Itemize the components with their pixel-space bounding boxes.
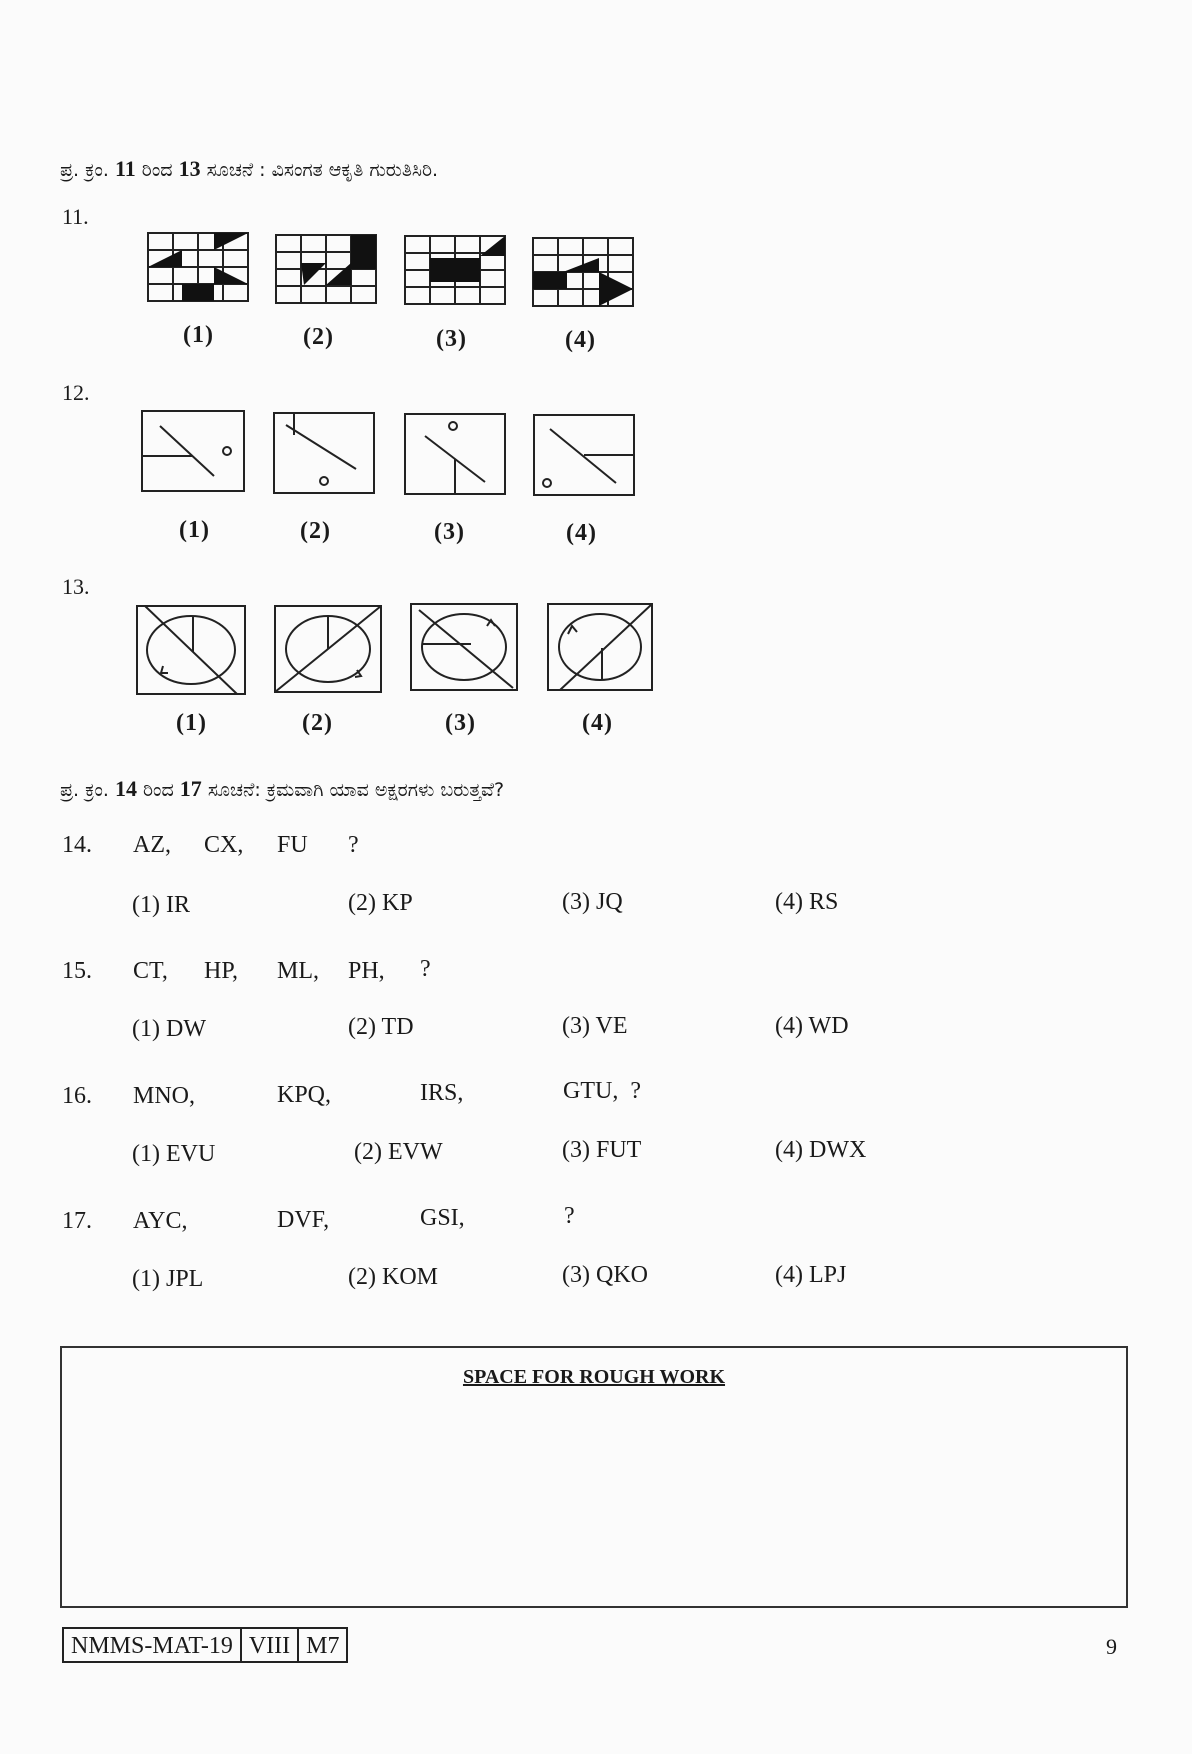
- paper-code: NMMS-MAT-19: [64, 1629, 242, 1661]
- option-label: (4): [565, 327, 596, 353]
- option-label: (2): [300, 518, 331, 544]
- question-number: 16.: [62, 1083, 92, 1109]
- series-term: AZ,: [133, 832, 171, 858]
- answer-option[interactable]: (4) LPJ: [775, 1262, 847, 1288]
- question-number: 14.: [62, 832, 92, 858]
- set-code: M7: [306, 1633, 340, 1659]
- answer-option[interactable]: (2) EVW: [354, 1139, 443, 1165]
- series-term: GTU, ?: [563, 1078, 641, 1104]
- series-term: IRS,: [420, 1080, 464, 1106]
- series-term: CX,: [204, 832, 244, 858]
- series-term: ?: [348, 832, 359, 858]
- class-code: VIII: [242, 1629, 299, 1661]
- series-term: HP,: [204, 958, 239, 984]
- answer-option[interactable]: (2) TD: [348, 1014, 414, 1040]
- q13-figure-4: [548, 604, 652, 690]
- series-term: GSI,: [420, 1205, 465, 1231]
- answer-option[interactable]: (2) KP: [348, 890, 413, 916]
- option-label: (1): [179, 517, 210, 543]
- q13-figure-1: [137, 606, 245, 694]
- answer-option[interactable]: (1) EVU: [132, 1141, 216, 1167]
- question-number: 13.: [62, 574, 90, 599]
- question-number: 12.: [62, 380, 90, 405]
- answer-option[interactable]: (1) DW: [132, 1016, 206, 1042]
- section-instruction-14-17: ಪ್ರ. ಕ್ರಂ. 14 ರಿಂದ 17 ಸೂಚನೆ: ಕ್ರಮವಾಗಿ ಯಾವ ಅಕ್ಷರಗಳು ಬರುತ್ತವೆ?: [60, 776, 505, 801]
- question-number: 11.: [62, 204, 89, 229]
- section-instruction-11-13: ಪ್ರ. ಕ್ರಂ. 11 ರಿಂದ 13 ಸೂಚನೆ : ವಿಸಂಗತ ಆಕೃತಿ ಗುರುತಿಸಿರಿ.: [60, 156, 439, 181]
- answer-option[interactable]: (2) KOM: [348, 1264, 438, 1290]
- series-term: PH,: [348, 958, 385, 984]
- answer-option[interactable]: (3) JQ: [562, 889, 623, 915]
- series-term: ?: [564, 1203, 575, 1229]
- option-label: (3): [445, 710, 476, 736]
- q12-figures: [138, 406, 658, 502]
- q12-figure-4: [534, 415, 634, 495]
- series-term: AYC,: [133, 1208, 188, 1234]
- q12-figure-1: [142, 411, 244, 491]
- q11-figures: [140, 228, 660, 328]
- answer-option[interactable]: (1) IR: [132, 892, 190, 918]
- q11-figure-2: [276, 235, 376, 303]
- q13-figures: [132, 598, 672, 698]
- series-term: DVF,: [277, 1207, 330, 1233]
- series-term: FU: [277, 832, 308, 858]
- option-label: (3): [436, 326, 467, 352]
- series-term: ML,: [277, 958, 319, 984]
- q11-figure-1: [148, 233, 248, 301]
- rough-work-area[interactable]: [60, 1346, 1128, 1608]
- rough-work-title: SPACE FOR ROUGH WORK: [462, 1366, 726, 1388]
- answer-option[interactable]: (3) VE: [562, 1013, 628, 1039]
- q12-figure-2: [274, 413, 374, 493]
- page-number: 9: [1106, 1634, 1117, 1659]
- series-term: ?: [420, 956, 431, 982]
- option-label: (1): [176, 710, 207, 736]
- answer-option[interactable]: (3) QKO: [562, 1262, 648, 1288]
- option-label: (4): [566, 520, 597, 546]
- answer-option[interactable]: (3) FUT: [562, 1137, 642, 1163]
- answer-option[interactable]: (4) DWX: [775, 1137, 867, 1163]
- paper-code-box: [62, 1627, 348, 1663]
- q13-figure-2: [275, 606, 381, 692]
- question-number: 17.: [62, 1208, 92, 1234]
- option-label: (1): [183, 322, 214, 348]
- answer-option[interactable]: (1) JPL: [132, 1266, 204, 1292]
- option-label: (3): [434, 519, 465, 545]
- answer-option[interactable]: (4) RS: [775, 889, 839, 915]
- q13-figure-3: [411, 604, 517, 690]
- answer-option[interactable]: (4) WD: [775, 1013, 849, 1039]
- option-label: (2): [302, 710, 333, 736]
- series-term: MNO,: [133, 1083, 196, 1109]
- question-number: 15.: [62, 958, 92, 984]
- series-term: CT,: [133, 958, 168, 984]
- q11-figure-3: [405, 236, 505, 304]
- series-term: KPQ,: [277, 1082, 332, 1108]
- option-label: (4): [582, 710, 613, 736]
- option-label: (2): [303, 324, 334, 350]
- q12-figure-3: [405, 414, 505, 494]
- q11-figure-4: [533, 238, 633, 306]
